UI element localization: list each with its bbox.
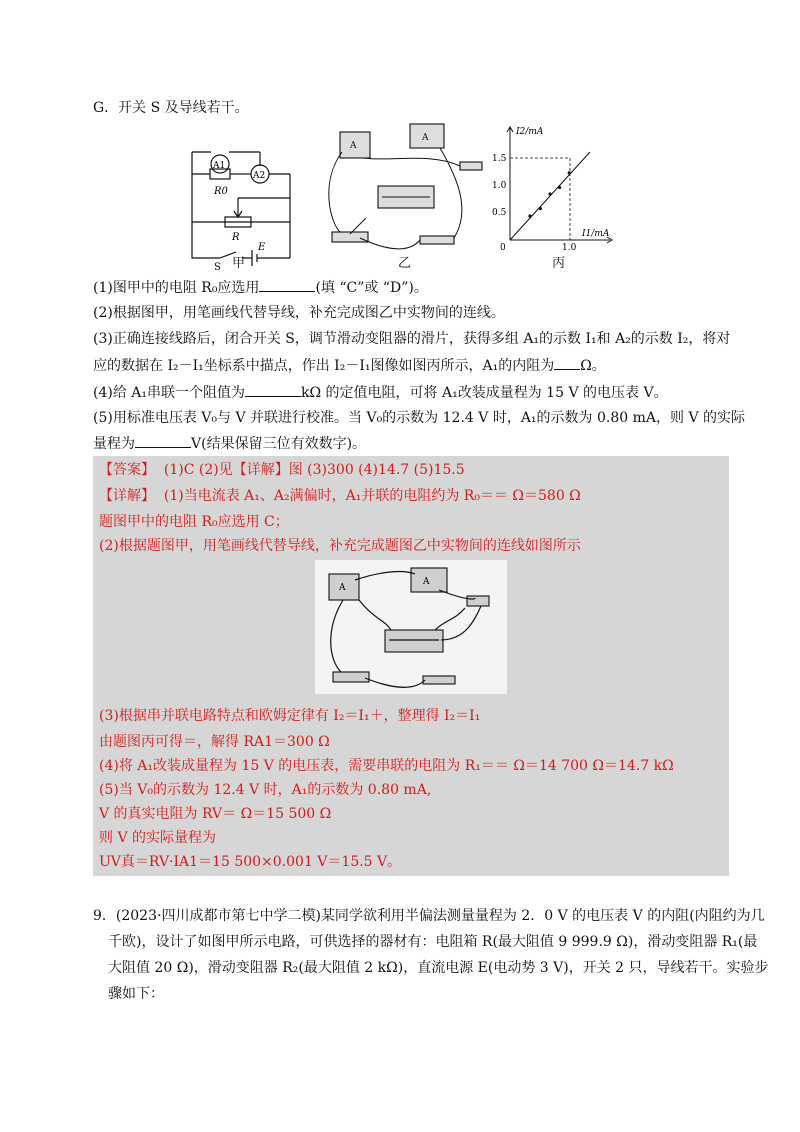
circ-label-e: E [258, 242, 266, 253]
fig-label-jia: 甲 [232, 256, 246, 271]
question-5-post: V(结果保留三位有效数字)。 [191, 436, 367, 452]
q9-line-2: 千欧)，设计了如图甲所示电路，可供选择的器材有：电阻箱 R(最大阻值 9 999.9 Ω)，滑动变阻器 R₁(最 [108, 934, 758, 950]
graph-origin: 0 [500, 243, 506, 252]
graph-point [558, 186, 561, 189]
graph-ytick-1: 1.5 [492, 154, 507, 164]
question-4 [93, 382, 668, 403]
question-4-post: kΩ 的定值电阻，可将 A₁改装成量程为 15 V 的电压表 V。 [301, 385, 668, 401]
detail-line-3: (2)根据题图甲，用笔画线代替导线，补充完成题图乙中实物间的连线如图所示 [99, 538, 581, 554]
q9-line-4: 骤如下： [108, 986, 164, 1002]
graph-ytick-3: 0.5 [492, 208, 507, 218]
graph-bing [490, 122, 620, 252]
detail-tag: 【详解】 [99, 488, 155, 504]
circ-label-r: R [232, 232, 240, 243]
apparatus-drawing-yi [320, 122, 490, 252]
circ-label-a2: A2 [253, 171, 266, 181]
detail-line-4: (3)根据串并联电路特点和欧姆定律有 I₂＝I₁＋，整理得 I₂＝I₁ [99, 708, 481, 724]
fig-label-bing: 丙 [552, 256, 566, 271]
graph-ytick-2: 1.0 [492, 181, 507, 191]
question-3-post: Ω。 [580, 358, 606, 374]
question-2: (2)根据图甲，用笔画线代替导线，补充完成图乙中实物间的连线。 [93, 305, 505, 321]
detail-line-7: (5)当 V₀的示数为 12.4 V 时，A₁的示数为 0.80 mA, [99, 782, 432, 798]
question-3: (3)正确连接线路后，闭合开关 S，调节滑动变阻器的滑片，获得多组 A₁的示数 I₁和 A₂的示数 I₂，将对 [93, 331, 731, 347]
q9-line-3: 大阻值 20 Ω)，滑动变阻器 R₂(最大阻值 2 kΩ)，直流电源 E(电动势 3 V)，开关 2 只，导线若干。实验步 [108, 960, 769, 976]
question-1 [93, 277, 428, 298]
circuit-diagram-jia [180, 138, 300, 270]
answer-box [93, 456, 729, 876]
detail-line-9: 则 V 的实际量程为 [99, 830, 217, 846]
svg-text:A: A [423, 577, 430, 587]
circ-label-a1: A1 [213, 161, 226, 171]
detail-line-2: 题图甲中的电阻 R₀应选用 C； [99, 514, 289, 530]
question-1-post: (填 “C”或 “D”)。 [315, 280, 428, 296]
answer-line [99, 460, 465, 480]
svg-text:A: A [339, 583, 346, 593]
question-4-pre: (4)给 A₁串联一个阻值为 [93, 385, 246, 401]
graph-xtick: 1.0 [562, 243, 577, 252]
circ-label-r0: R0 [214, 186, 228, 197]
q9-line-1: 9．(2023·四川成都市第七中学二模)某同学欲利用半偏法测量量程为 2．0 V 的电压表 V 的内阻(内阻约为几 [93, 908, 765, 924]
question-1-pre: (1)图甲中的电阻 R₀应选用 [93, 280, 260, 296]
question-5-cont [93, 433, 366, 454]
circ-label-s: S [214, 262, 221, 270]
wiring-photo [315, 560, 507, 694]
graph-point [539, 207, 542, 210]
detail-line-6: (4)将 A₁改装成量程为 15 V 的电压表，需要串联的电阻为 R₁＝＝ Ω＝14 700 Ω＝14.7 kΩ [99, 758, 674, 774]
question-5: (5)用标准电压表 V₀与 V 并联进行校准。当 V₀的示数为 12.4 V 时，A₁的示数为 0.80 mA，则 V 的实际 [93, 410, 746, 426]
figure-row [180, 118, 620, 271]
question-5-pre: 量程为 [93, 436, 135, 452]
graph-point [548, 192, 551, 195]
answer-tag: 【答案】 [99, 462, 155, 478]
detail-line-10: UV真＝RV·IA1＝15 500×0.001 V＝15.5 V。 [99, 854, 402, 870]
graph-ylabel: I2/mA [516, 127, 544, 137]
question-3-cont [93, 355, 606, 376]
detail-line-1 [99, 486, 581, 506]
answer-text: (1)C (2)见【详解】图 (3)300 (4)14.7 (5)15.5 [163, 462, 465, 478]
answer-blank-1[interactable] [259, 277, 315, 292]
question-3-pre: 应的数据在 I₂－I₁坐标系中描点，作出 I₂－I₁图像如图丙所示，A₁的内阻为 [93, 358, 555, 374]
answer-blank-5[interactable] [135, 433, 191, 448]
graph-point [528, 214, 531, 217]
detail-line-5: 由题图丙可得＝，解得 RA1＝300 Ω [99, 734, 330, 750]
graph-point [568, 171, 571, 174]
answer-blank-4[interactable] [245, 382, 301, 397]
detail-line-8: V 的真实电阻为 RV＝ Ω＝15 500 Ω [99, 806, 332, 822]
svg-text:A: A [350, 141, 357, 151]
svg-text:A: A [422, 133, 429, 143]
intro-line: G．开关 S 及导线若干。 [93, 100, 249, 116]
graph-xlabel: I1/mA [582, 229, 610, 239]
fig-label-yi: 乙 [398, 256, 412, 271]
detail-text-1: (1)当电流表 A₁、A₂满偏时，A₁并联的电阻约为 R₀＝＝ Ω＝580 Ω [163, 488, 581, 504]
answer-blank-3[interactable] [554, 355, 580, 370]
